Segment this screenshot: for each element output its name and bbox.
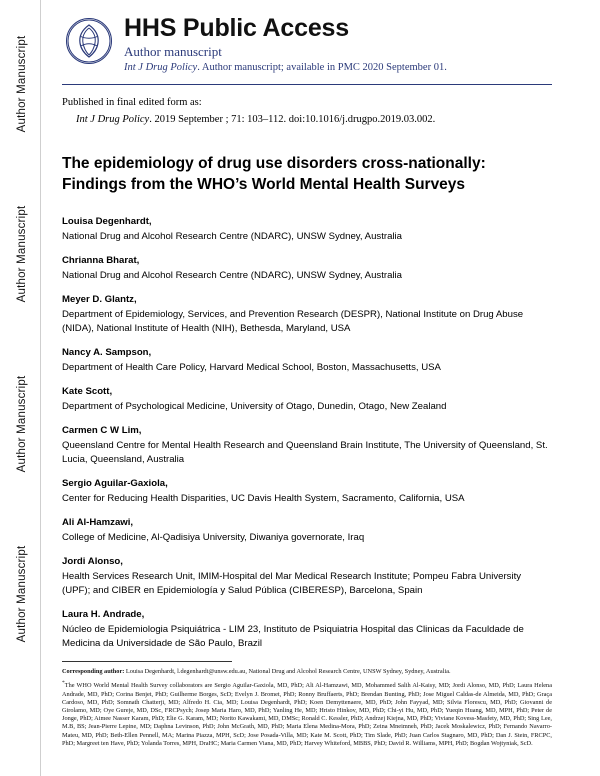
author-affiliation: Center for Reducing Health Disparities, UC Davis Health System, Sacramento, California, USA xyxy=(62,493,465,504)
author-affiliation: College of Medicine, Al-Qadisiya University, Diwaniya governorate, Iraq xyxy=(62,532,365,543)
author-manuscript-sidebar xyxy=(0,0,41,776)
paper-content xyxy=(52,0,582,776)
published-line-1: Published in final edited form as: xyxy=(62,97,202,108)
hhs-subtitle: Author manuscript xyxy=(124,44,222,59)
author-name: Chrianna Bharat, xyxy=(62,255,140,266)
author-affiliation: Department of Psychological Medicine, University of Otago, Dunedin, Otago, New Zealand xyxy=(62,401,447,412)
hhs-citation-rest: . Author manuscript; available in PMC 2020 September 01. xyxy=(197,62,447,73)
author-entry xyxy=(62,516,548,545)
sidebar-label-3: Author Manuscript xyxy=(16,375,28,473)
author-name: Kate Scott, xyxy=(62,386,113,397)
hhs-citation xyxy=(124,62,552,73)
author-entry xyxy=(62,254,548,283)
author-entry xyxy=(62,385,548,414)
author-entry xyxy=(62,424,548,467)
hhs-title: HHS Public Access xyxy=(124,14,349,42)
author-entry xyxy=(62,215,548,244)
author-affiliation: Núcleo de Epidemiologia Psiquiátrica - LIM 23, Instituto de Psiquiatria Hospital das Clinicas da Faculdade de Medicina da Universidade de São Paulo, Brazil xyxy=(62,624,524,649)
sidebar-label-4: Author Manuscript xyxy=(16,545,28,643)
author-affiliation: National Drug and Alcohol Research Centre (NDARC), UNSW Sydney, Australia xyxy=(62,231,403,242)
author-entry xyxy=(62,477,548,506)
masthead xyxy=(62,14,552,85)
hhs-logo-icon xyxy=(66,18,112,64)
published-details: . 2019 September ; 71: 103–112. doi:10.1016/j.drugpo.2019.03.002. xyxy=(149,114,436,125)
sidebar-label-1: Author Manuscript xyxy=(16,35,28,133)
author-affiliation: Queensland Centre for Mental Health Research and Queensland Brain Institute, The University of Queensland, St. Lucia, Queensland, Australia xyxy=(62,440,548,465)
footnote-marker: * xyxy=(62,680,65,687)
author-affiliation: Department of Epidemiology, Services, and Prevention Research (DESPR), National Institute on Drug Abuse (NIDA), National Institute of Health (NIH), Bethesda, Maryland, USA xyxy=(62,309,524,334)
footnotes xyxy=(62,668,552,748)
footnote-collaborators xyxy=(62,679,552,748)
published-block xyxy=(62,95,552,127)
author-entry xyxy=(62,608,548,651)
author-affiliation: Health Services Research Unit, IMIM-Hospital del Mar Medical Research Institute; Pompeu Fabra University (UPF); and CIBER en Epidemiología y Salud Pública (CIBERESP), Barcelona, Spain xyxy=(62,571,522,596)
author-entry xyxy=(62,555,548,598)
author-name: Sergio Aguilar-Gaxiola, xyxy=(62,478,168,489)
footnote-corresponding-label: Corresponding author: xyxy=(62,668,125,675)
author-name: Laura H. Andrade, xyxy=(62,609,145,620)
author-entry xyxy=(62,346,548,375)
author-name: Louisa Degenhardt, xyxy=(62,216,152,227)
footnote-divider xyxy=(62,661,232,662)
author-affiliation: Department of Health Care Policy, Harvard Medical School, Boston, Massachusetts, USA xyxy=(62,362,441,373)
author-name: Nancy A. Sampson, xyxy=(62,347,152,358)
author-list xyxy=(62,215,548,651)
author-name: Meyer D. Glantz, xyxy=(62,294,137,305)
footnote-collaborators-text: The WHO World Mental Health Survey collaborators are Sergio Aguilar-Gaxiola, MD, PhD; Ali Al-Hamzawi, MD, Mohammed Salih Al-Kaisy, MD; Jordi Alonso, MD, PhD; Laura Helena Andrade, MD, PhD; Corina Benjet, PhD; Guilherme Borges, ScD; Evelyn J. Bromet, PhD; Ronny Bruffaerts, PhD; Brendan Bunting, PhD; Jose Miguel Caldas-de Almeida, MD, PhD; Graça Cardoso, MD, PhD; Somnath Chatterji, MD; Alfredo H. Cia, MD; Louisa Degenhardt, PhD; Koen Demyttenaere, MD, PhD; John Fayyad, MD; Silvia Florescu, MD, PhD; Giovanni de Girolamo, MD; Oye Gureje, MD, DSc, FRCPsych; Josep Maria Haro, MD, PhD; Yanling He, MD; Hristo Hinkov, MD, PhD; Chi-yi Hu, MD, PhD; Yueqin Huang, MD, MPH, PhD; Peter de Jonge, PhD; Aimee Nasser Karam, PhD; Elie G. Karam, MD; Norito Kawakami, MD, DMSc; Ronald C. Kessler, PhD; Andrzej Kiejna, MD, PhD; Viviane Kovess-Masfety, MD, PhD; Sing Lee, M.B, BS; Jean-Pierre Lepine, MD; Daphna Levinson, PhD; John McGrath, MD, PhD; Maria Elena Medina-Mora, PhD; Zeina Mneimneh, PhD; Jacek Moskalewicz, PhD; Fernando Navarro-Mateu, MD, PhD; Beth-Ellen Pennell, MA; Marina Piazza, MPH, ScD; Jose Posada-Villa, MD; Kate M. Scott, PhD; Tim Slade, PhD; Juan Carlos Stagnaro, MD, PhD; Dan J. Stein, FRCPC, PhD; Margreet ten Have, PhD; Yolanda Torres, MPH, DraHC; Maria Carmen Viana, MD, PhD; Harvey Whiteford, MBBS, PhD; David R. Williams, MPH, PhD; Bogdan Wojtyniak, ScD. xyxy=(62,682,552,747)
footnote-corresponding-author xyxy=(62,668,552,676)
author-name: Ali Al-Hamzawi, xyxy=(62,517,134,528)
hhs-citation-journal: Int J Drug Policy xyxy=(124,62,198,73)
footnote-corresponding-text: Louisa Degenhardt, l.degenhardt@unsw.edu.au, National Drug and Alcohol Research Centre, UNSW Sydney, Sydney, Australia. xyxy=(124,668,451,675)
sidebar-label-2: Author Manuscript xyxy=(16,205,28,303)
page-title: The epidemiology of drug use disorders cross-nationally: Findings from the WHO’s World Mental Health Surveys xyxy=(62,155,486,193)
published-line-2 xyxy=(76,112,552,127)
author-affiliation: National Drug and Alcohol Research Centre (NDARC), UNSW Sydney, Australia xyxy=(62,270,403,281)
author-name: Carmen C W Lim, xyxy=(62,425,142,436)
published-journal: Int J Drug Policy xyxy=(76,114,150,125)
author-name: Jordi Alonso, xyxy=(62,556,123,567)
author-entry xyxy=(62,293,548,336)
